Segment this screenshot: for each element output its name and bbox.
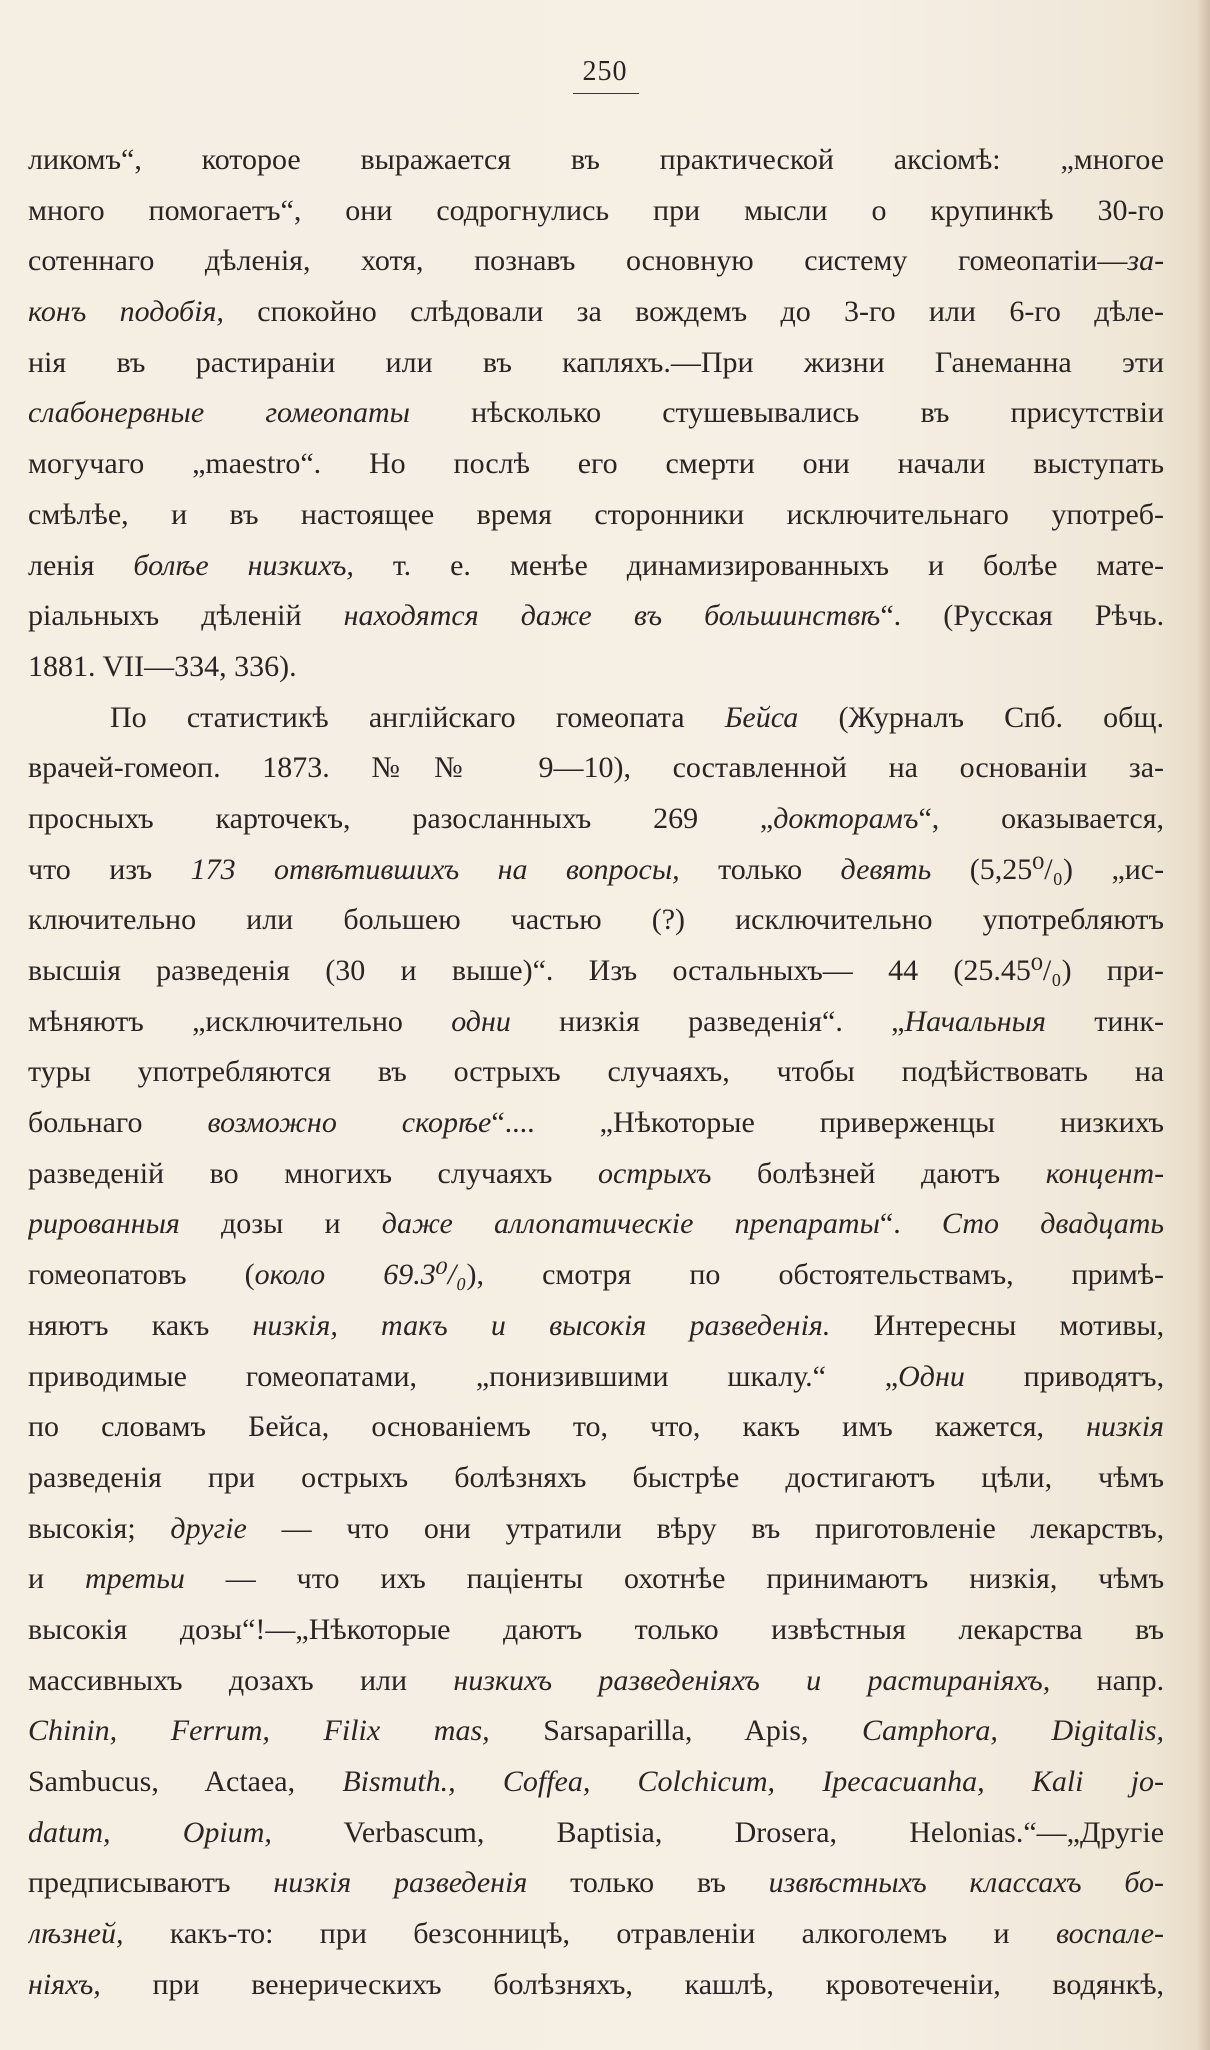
- italic-text-segment: ніяхъ,: [28, 1967, 101, 2001]
- italic-text-segment: около 69.3⁰/₀: [254, 1258, 467, 1292]
- text-segment: приводятъ,: [1023, 1359, 1164, 1393]
- italic-text-segment: возможно скорѣе: [207, 1106, 492, 1140]
- text-segment: сотеннаго дѣленія, хотя, познавъ основную систему гомеопатіи—: [28, 244, 1128, 278]
- text-segment: разведеній во многихъ случаяхъ: [28, 1156, 553, 1190]
- text-segment: — что ихъ паціенты охотнѣе принимаютъ низкія, чѣмъ: [225, 1562, 1164, 1596]
- italic-text-segment: слабонервные гомеопаты: [28, 396, 410, 430]
- text-line: [28, 1149, 1164, 1200]
- text-line: [28, 946, 1164, 997]
- text-segment: “.... „Нѣкоторые приверженцы низкихъ: [491, 1106, 1164, 1140]
- text-line: [28, 1199, 1164, 1250]
- text-line: [28, 845, 1164, 896]
- text-segment: ), смотря по обстоятельствамъ, примѣ-: [466, 1258, 1164, 1292]
- text-line: [28, 1605, 1164, 1656]
- text-line: [28, 1250, 1164, 1301]
- text-segment: могучаго „maestro“. Но послѣ его смерти они начали выступать: [28, 447, 1164, 481]
- italic-text-segment: низкія разведенія: [273, 1866, 528, 1900]
- text-segment: тинк-: [1094, 1004, 1164, 1038]
- text-segment: “. (Русская Рѣчь.: [880, 599, 1164, 633]
- italic-text-segment: конъ подобія,: [28, 295, 224, 329]
- text-segment: Sambucus, Actaea,: [28, 1765, 296, 1798]
- italic-text-segment: докторамъ: [773, 801, 919, 835]
- text-segment: т. е. менѣе динамизированныхъ и болѣе мате-: [392, 548, 1164, 582]
- italic-text-segment: низкія: [1086, 1410, 1164, 1444]
- text-segment: “.: [879, 1207, 901, 1241]
- page-number: 250: [582, 56, 628, 87]
- text-segment: туры употребляются въ острыхъ случаяхъ, чтобы подѣйствовать на: [28, 1055, 1164, 1089]
- text-segment: (5,25⁰/₀) „ис-: [969, 852, 1164, 886]
- text-segment: что изъ: [28, 852, 153, 886]
- text-segment: по словамъ Бейса, основаніемъ то, что, какъ имъ кажется,: [28, 1410, 1044, 1444]
- text-segment: болѣзней даютъ: [756, 1156, 1001, 1190]
- italic-text-segment: Camphora, Digitalis,: [862, 1714, 1164, 1748]
- text-segment: разведенія при острыхъ болѣзняхъ быстрѣе достигаютъ цѣли, чѣмъ: [28, 1460, 1164, 1494]
- italic-text-segment: рированныя: [28, 1207, 180, 1241]
- text-line: [28, 895, 1164, 946]
- text-segment: Verbascum, Baptisia, Drosera, Helonias.“—„Другіе: [343, 1815, 1164, 1849]
- text-line: [28, 1858, 1164, 1909]
- text-line: [28, 1352, 1164, 1403]
- italic-text-segment: даже аллопатическіе препараты: [381, 1207, 880, 1241]
- italic-text-segment: 173 отвѣтившихъ на вопросы,: [190, 852, 680, 886]
- text-segment: дозы и: [221, 1207, 341, 1241]
- text-line: [28, 1808, 1164, 1859]
- text-segment: при венерическихъ болѣзняхъ, кашлѣ, кровотеченіи, водянкѣ,: [152, 1967, 1164, 2001]
- text-line: [28, 439, 1164, 490]
- body-text: [28, 135, 1164, 2010]
- text-line: [28, 287, 1164, 338]
- text-segment: — что они утратили вѣру въ приготовленіе лекарствъ,: [281, 1511, 1164, 1545]
- italic-text-segment: болѣе низкихъ,: [133, 548, 354, 582]
- italic-text-segment: datum, Opium,: [28, 1815, 272, 1849]
- text-segment: смѣлѣе, и въ настоящее время сторонники исключительнаго употреб-: [28, 497, 1164, 531]
- text-line: [28, 794, 1164, 845]
- text-line: [28, 1909, 1164, 1960]
- text-line: [28, 236, 1164, 287]
- italic-text-segment: одни: [451, 1004, 511, 1038]
- italic-text-segment: концент-: [1045, 1156, 1164, 1190]
- italic-text-segment: за-: [1127, 244, 1164, 278]
- italic-text-segment: острыхъ: [597, 1156, 712, 1190]
- text-line: [28, 1656, 1164, 1707]
- text-line: [28, 1706, 1164, 1757]
- text-line: [28, 642, 1164, 693]
- text-line: [28, 1554, 1164, 1605]
- text-segment: мѣняютъ „исключительно: [28, 1004, 403, 1038]
- text-segment: гомеопатовъ (: [28, 1258, 255, 1292]
- italic-text-segment: Одни: [898, 1359, 965, 1393]
- text-line: [28, 1960, 1164, 2011]
- text-segment: предписываютъ: [28, 1866, 231, 1900]
- text-segment: ликомъ“, которое выражается въ практической аксіомѣ: „многое: [28, 143, 1164, 176]
- text-segment: просныхъ карточекъ, разосланныхъ 269 „: [28, 801, 774, 835]
- text-segment: (Журналъ Спб. общ.: [838, 700, 1164, 734]
- text-segment: спокойно слѣдовали за вождемъ до 3-го или 6-го дѣле-: [257, 295, 1164, 329]
- text-segment: Sarsaparilla, Apis,: [543, 1714, 809, 1748]
- text-segment: какъ-то: при безсонницѣ, отравленіи алкоголемъ и: [169, 1917, 1010, 1951]
- italic-text-segment: Начальныя: [904, 1004, 1046, 1038]
- text-line: [28, 338, 1164, 389]
- page-edge-shadow: [1196, 0, 1210, 2050]
- text-segment: Интересны мотивы,: [873, 1308, 1164, 1342]
- italic-text-segment: извѣстныхъ классахъ бо-: [768, 1866, 1164, 1900]
- text-segment: По статистикѣ англійскаго гомеопата: [110, 700, 685, 734]
- text-segment: только въ: [570, 1866, 726, 1900]
- italic-text-segment: низкихъ разведеніяхъ и растираніяхъ,: [453, 1663, 1051, 1697]
- text-segment: ріальныхъ дѣленій: [28, 599, 302, 633]
- text-line: [28, 997, 1164, 1048]
- page-number-rule: [573, 93, 639, 94]
- text-segment: приводимые гомеопатами, „понизившими шкалу.“ „: [28, 1359, 899, 1393]
- italic-text-segment: воспале-: [1055, 1917, 1164, 1951]
- text-segment: нѣсколько стушевывались въ присутствіи: [471, 396, 1164, 430]
- text-segment: няютъ какъ: [28, 1308, 210, 1342]
- italic-text-segment: лѣзней,: [28, 1917, 124, 1951]
- text-segment: больнаго: [28, 1106, 143, 1140]
- text-segment: ключительно или большею частью (?) исключительно употребляютъ: [28, 903, 1164, 937]
- text-line: [28, 1504, 1164, 1555]
- italic-text-segment: находятся даже въ большинствѣ: [343, 599, 881, 633]
- text-segment: высшія разведенія (30 и выше)“. Изъ остальныхъ— 44 (25.45⁰/₀) при-: [28, 954, 1164, 987]
- text-line: [28, 135, 1164, 186]
- text-line: [28, 1301, 1164, 1352]
- text-line: [28, 1098, 1164, 1149]
- text-segment: ленія: [28, 548, 95, 582]
- text-segment: врачей-гомеоп. 1873. №№ 9—10), составленной на основаніи за-: [28, 751, 1164, 785]
- text-segment: высокія дозы“!—„Нѣкоторые даютъ только извѣстныя лекарства въ: [28, 1612, 1164, 1646]
- text-segment: только: [718, 852, 803, 886]
- italic-text-segment: низкія, такъ и высокія разведенія.: [252, 1308, 831, 1342]
- text-line: [28, 1047, 1164, 1098]
- italic-text-segment: Сто двадцать: [941, 1207, 1164, 1241]
- italic-text-segment: Bismuth., Coffea, Colchicum, Ipecacuanha, Kali jo-: [342, 1765, 1164, 1798]
- text-line: [28, 591, 1164, 642]
- text-segment: высокія;: [28, 1511, 136, 1545]
- text-segment: низкія разведенія“. „: [559, 1004, 905, 1038]
- text-line: [28, 743, 1164, 794]
- text-segment: нія въ растираніи или въ капляхъ.—При жизни Ганеманна эти: [28, 345, 1164, 379]
- text-segment: 1881. VII—334, 336).: [28, 649, 297, 683]
- text-line: [28, 388, 1164, 439]
- italic-text-segment: третьи: [84, 1562, 185, 1596]
- text-line: [28, 693, 1164, 744]
- text-line: [28, 490, 1164, 541]
- italic-text-segment: Бейса: [724, 700, 799, 734]
- italic-text-segment: другіе: [170, 1511, 247, 1545]
- text-line: [28, 1453, 1164, 1504]
- italic-text-segment: Chinin, Ferrum, Filix mas,: [28, 1714, 490, 1748]
- text-line: [28, 1757, 1164, 1808]
- italic-text-segment: девять: [840, 852, 932, 886]
- text-line: [28, 1402, 1164, 1453]
- text-line: [28, 541, 1164, 592]
- text-segment: и: [28, 1562, 45, 1596]
- text-segment: много помогаетъ“, они содрогнулись при мысли о крупинкѣ 30-го: [28, 193, 1164, 227]
- text-segment: напр.: [1096, 1663, 1164, 1697]
- text-segment: “, оказывается,: [918, 801, 1164, 835]
- text-segment: массивныхъ дозахъ или: [28, 1663, 408, 1697]
- text-line: [28, 186, 1164, 237]
